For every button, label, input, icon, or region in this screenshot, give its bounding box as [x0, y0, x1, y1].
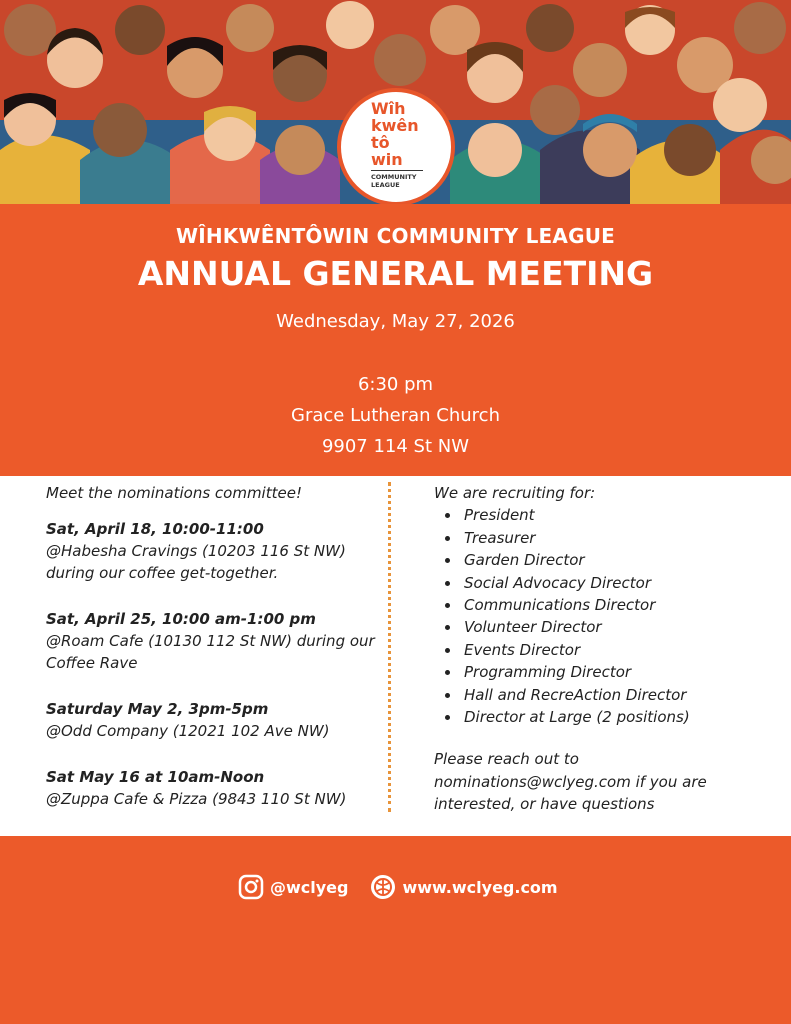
instagram-handle-link[interactable]: @wclyeg	[270, 877, 349, 897]
league-logo	[337, 88, 455, 206]
event-where: @Odd Company (12021 102 Ave NW)	[46, 722, 330, 740]
position-item: President	[464, 504, 774, 526]
position-item: Events Director	[464, 639, 774, 661]
event-item	[46, 608, 376, 674]
recruiting-heading: We are recruiting for:	[434, 484, 596, 502]
globe-icon	[370, 874, 396, 900]
website-link[interactable]: www.wclyeg.com	[402, 877, 558, 897]
position-item: Treasurer	[464, 527, 774, 549]
logo-rule	[371, 170, 423, 171]
meeting-venue: Grace Lutheran Church	[291, 405, 500, 426]
event-where: @Habesha Cravings (10203 116 St NW) during our coffee get-together.	[46, 542, 346, 582]
instagram-icon	[238, 874, 264, 900]
event-when: Sat, April 25, 10:00 am-1:00 pm	[46, 610, 316, 628]
event-when: Sat, April 18, 10:00-11:00	[46, 520, 264, 538]
event-where: @Zuppa Cafe & Pizza (9843 110 St NW)	[46, 790, 347, 808]
event-item	[46, 518, 376, 584]
logo-line-1: Wîh	[371, 99, 406, 118]
logo-line-3: tô	[371, 133, 390, 152]
meeting-address: 9907 114 St NW	[321, 436, 470, 457]
logo-line-2: kwên	[371, 116, 419, 135]
event-item	[46, 698, 376, 742]
event-when: Sat May 16 at 10am-Noon	[46, 768, 265, 786]
title-band	[0, 204, 791, 476]
page-title: ANNUAL GENERAL MEETING	[137, 254, 654, 293]
position-item: Garden Director	[464, 549, 774, 571]
position-item: Volunteer Director	[464, 616, 774, 638]
position-item: Programming Director	[464, 661, 774, 683]
event-when: Saturday May 2, 3pm-5pm	[46, 700, 269, 718]
dotted-divider	[388, 482, 391, 812]
logo-subtitle	[371, 173, 417, 189]
footer-band	[0, 836, 791, 1024]
position-item: Hall and RecreAction Director	[464, 684, 774, 706]
position-item: Communications Director	[464, 594, 774, 616]
positions-list	[434, 504, 774, 728]
meeting-time: 6:30 pm	[357, 374, 434, 395]
logo-subtitle-line-1: COMMUNITY	[371, 173, 417, 181]
event-where: @Roam Cafe (10130 112 St NW) during our Coffee Rave	[46, 632, 375, 672]
contact-note: Please reach out to nominations@wclyeg.com if you are interested, or have questions	[434, 750, 707, 814]
social-links	[238, 874, 558, 900]
logo-line-4: win	[371, 150, 403, 169]
event-item	[46, 766, 376, 810]
nominations-column	[46, 482, 376, 834]
logo-subtitle-line-2: LEAGUE	[371, 181, 400, 189]
content-area	[0, 476, 791, 836]
nominations-intro: Meet the nominations committee!	[46, 484, 302, 502]
meeting-date: Wednesday, May 27, 2026	[276, 311, 515, 332]
recruiting-column	[434, 482, 774, 816]
position-item: Social Advocacy Director	[464, 572, 774, 594]
position-item: Director at Large (2 positions)	[464, 706, 774, 728]
organization-name: WÎHKWÊNTÔWIN COMMUNITY LEAGUE	[175, 224, 616, 248]
